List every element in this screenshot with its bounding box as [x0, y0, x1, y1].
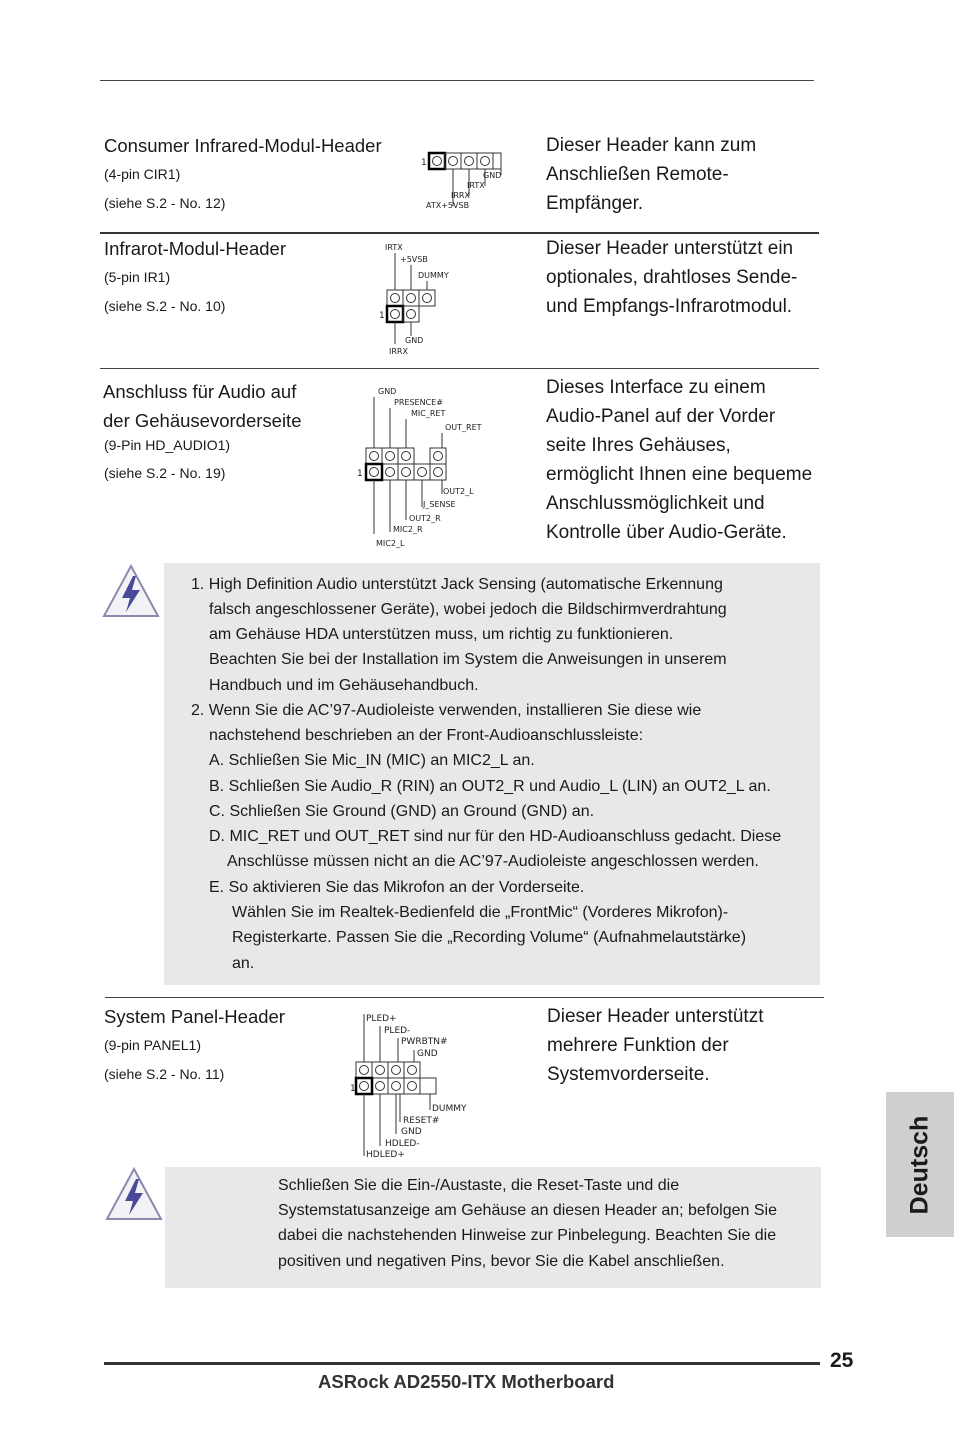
svg-text:OUT_RET: OUT_RET [445, 423, 482, 432]
section-title-panel: System Panel-Header [104, 1006, 285, 1027]
section-desc-ir: Dieser Header unterstützt ein optionales, drahtloses Sende- und Empfangs-Infrarotmodul. [546, 238, 798, 317]
svg-text:GND: GND [417, 1049, 438, 1059]
section-title-audio: Anschluss für Audio auf der Gehäusevorderseite [103, 381, 302, 431]
svg-text:RESET#: RESET# [403, 1116, 440, 1126]
section-divider [100, 368, 819, 369]
svg-text:1: 1 [379, 311, 385, 321]
svg-text:MIC_RET: MIC_RET [411, 409, 446, 418]
svg-text:J_SENSE: J_SENSE [423, 500, 456, 509]
footer-rule [104, 1362, 820, 1365]
svg-text:IRRX: IRRX [451, 191, 470, 200]
pin1-label: 1 [421, 158, 427, 168]
svg-text:HDLED+: HDLED+ [366, 1150, 405, 1160]
svg-text:HDLED-: HDLED- [385, 1139, 420, 1149]
section-pin-cir: (4-pin CIR1) [104, 166, 181, 182]
svg-text:+5VSB: +5VSB [400, 255, 428, 264]
svg-text:GND: GND [483, 171, 502, 180]
svg-text:IRTX: IRTX [467, 181, 485, 190]
svg-text:1: 1 [357, 469, 363, 479]
warning-lightning-icon [100, 562, 162, 620]
panel-header-diagram [348, 1010, 488, 1160]
cir-header-diagram [415, 148, 515, 210]
svg-text:DUMMY: DUMMY [418, 271, 449, 280]
section-desc-panel: Dieser Header unterstützt mehrere Funktion der Systemvorderseite. [547, 1006, 764, 1085]
svg-text:IRTX: IRTX [385, 243, 403, 252]
section-ref-panel: (siehe S.2 - No. 11) [104, 1066, 225, 1082]
svg-text:PLED+: PLED+ [366, 1014, 397, 1024]
section-ref-cir: (siehe S.2 - No. 12) [104, 195, 226, 211]
svg-text:OUT2_L: OUT2_L [443, 487, 474, 496]
section-pin-ir: (5-pin IR1) [104, 269, 171, 285]
page-number: 25 [830, 1349, 854, 1372]
language-tab [886, 1092, 954, 1237]
section-desc-audio: Dieses Interface zu einem Audio-Panel auf der Vorder seite Ihres Gehäuses, ermöglicht Ihnen eine bequeme Anschlussmöglichkeit und Kontrolle über Audio-Geräte. [546, 377, 813, 543]
section-title-cir: Consumer Infrared-Modul-Header [104, 135, 382, 156]
section-title-ir: Infrarot-Modul-Header [104, 238, 286, 259]
section-ref-audio: (siehe S.2 - No. 19) [104, 465, 226, 481]
svg-text:PLED-: PLED- [384, 1026, 411, 1036]
section-pin-audio: (9-Pin HD_AUDIO1) [104, 437, 231, 453]
svg-text:ATX+5VSB: ATX+5VSB [426, 201, 470, 210]
svg-text:GND: GND [401, 1127, 422, 1137]
svg-text:PWRBTN#: PWRBTN# [401, 1037, 448, 1047]
svg-text:GND: GND [405, 336, 424, 345]
warning-lightning-icon [103, 1165, 165, 1223]
section-pin-panel: (9-pin PANEL1) [104, 1037, 202, 1053]
svg-text:DUMMY: DUMMY [432, 1104, 467, 1114]
svg-text:OUT2_R: OUT2_R [409, 514, 441, 523]
section-desc-cir: Dieser Header kann zum Anschließen Remote- Empfänger. [546, 135, 757, 214]
svg-text:IRRX: IRRX [389, 347, 408, 356]
language-tab-label: Deutsch [905, 1115, 934, 1214]
svg-text:MIC2_L: MIC2_L [376, 539, 405, 548]
section-divider [105, 997, 824, 998]
audio-header-diagram [355, 382, 495, 552]
top-rule [100, 80, 814, 81]
footer-product: ASRock AD2550-ITX Motherboard [318, 1371, 615, 1392]
svg-text:PRESENCE#: PRESENCE# [394, 398, 443, 407]
ir-header-diagram [375, 240, 485, 358]
svg-text:MIC2_R: MIC2_R [393, 525, 423, 534]
svg-text:1: 1 [350, 1084, 356, 1094]
svg-text:GND: GND [378, 387, 397, 396]
section-ref-ir: (siehe S.2 - No. 10) [104, 298, 226, 314]
